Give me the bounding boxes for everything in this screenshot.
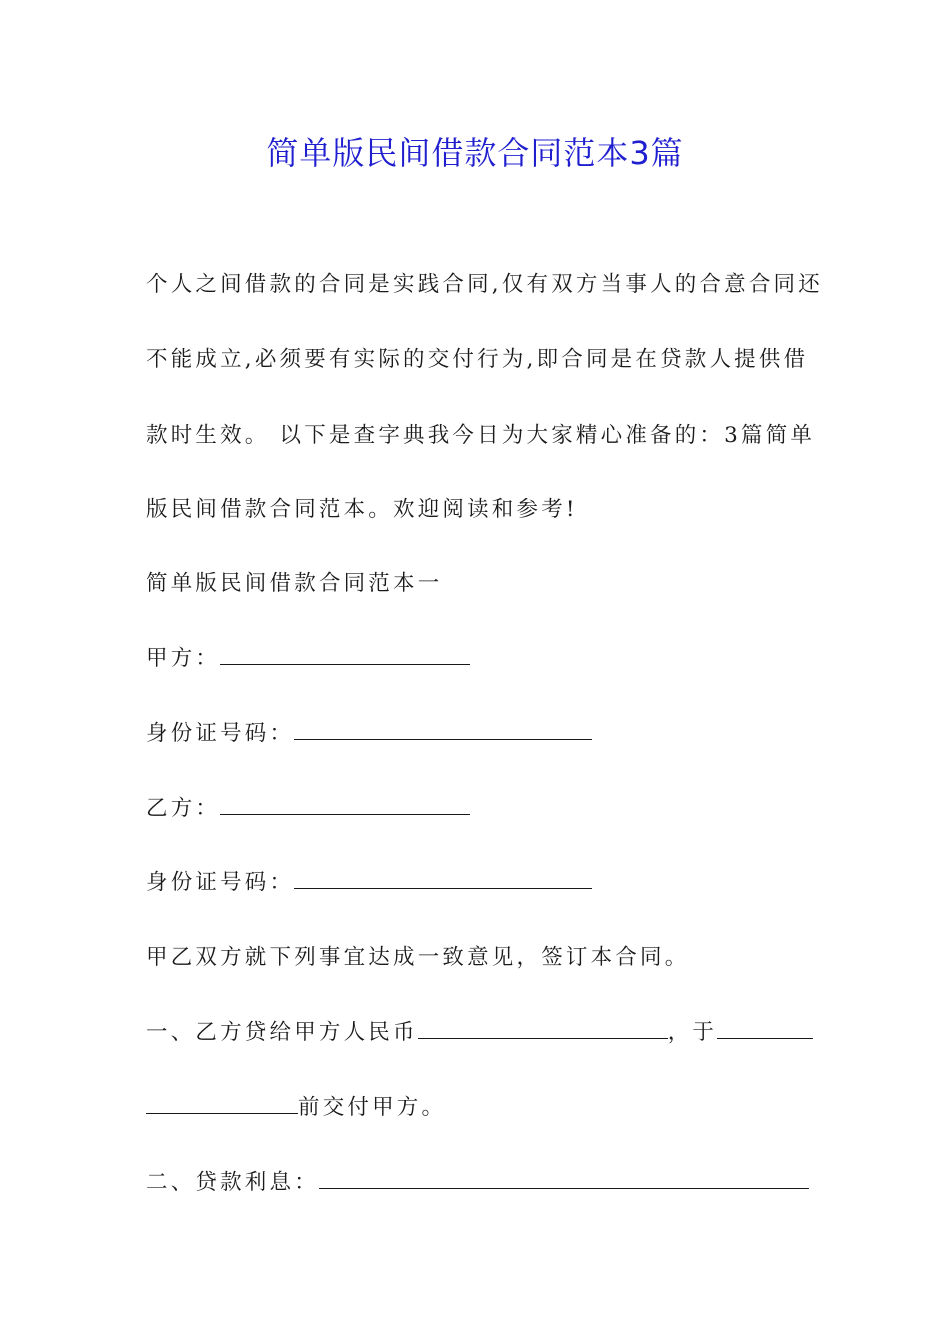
party-a-row bbox=[146, 646, 470, 672]
clause-2-row bbox=[146, 1170, 809, 1196]
clause-1-date-blank bbox=[717, 1020, 813, 1039]
clause-1-row bbox=[146, 1020, 813, 1046]
party-b-id-row bbox=[146, 870, 592, 896]
party-a-id-row bbox=[146, 721, 592, 747]
party-a-id-blank bbox=[294, 721, 592, 740]
party-a-id-label: 身份证号码： bbox=[146, 721, 295, 746]
party-a-blank bbox=[220, 646, 470, 665]
intro-line-2: 不能成立,必须要有实际的交付行为,即合同是在贷款人提供借 bbox=[146, 347, 809, 372]
party-b-row bbox=[146, 796, 470, 822]
clause-1-cont-row bbox=[146, 1095, 446, 1121]
agreement-line: 甲乙双方就下列事宜达成一致意见，签订本合同。 bbox=[146, 945, 690, 970]
document-title: 简单版民间借款合同范本3篇 bbox=[266, 134, 684, 172]
party-b-id-blank bbox=[294, 870, 592, 889]
section-title: 简单版民间借款合同范本一 bbox=[146, 571, 443, 596]
clause-2-blank bbox=[319, 1170, 809, 1189]
clause-1-prefix: 一、乙方贷给甲方人民币 bbox=[146, 1020, 418, 1045]
party-b-id-label: 身份证号码： bbox=[146, 870, 295, 895]
clause-1-amount-blank bbox=[418, 1020, 668, 1039]
intro-line-4: 版民间借款合同范本。欢迎阅读和参考! bbox=[146, 497, 578, 522]
party-b-label: 乙方： bbox=[146, 796, 221, 821]
clause-2-label: 二、贷款利息： bbox=[146, 1170, 319, 1195]
intro-line-1: 个人之间借款的合同是实践合同,仅有双方当事人的合意合同还 bbox=[146, 272, 823, 297]
party-b-blank bbox=[220, 796, 470, 815]
clause-1-suffix: 前交付甲方。 bbox=[298, 1095, 447, 1120]
clause-1-mid: ，于 bbox=[667, 1020, 718, 1045]
party-a-label: 甲方： bbox=[146, 646, 221, 671]
clause-1-date-blank-cont bbox=[146, 1095, 298, 1114]
intro-line-3: 款时生效。 以下是查字典我今日为大家精心准备的：3篇简单 bbox=[146, 423, 816, 448]
